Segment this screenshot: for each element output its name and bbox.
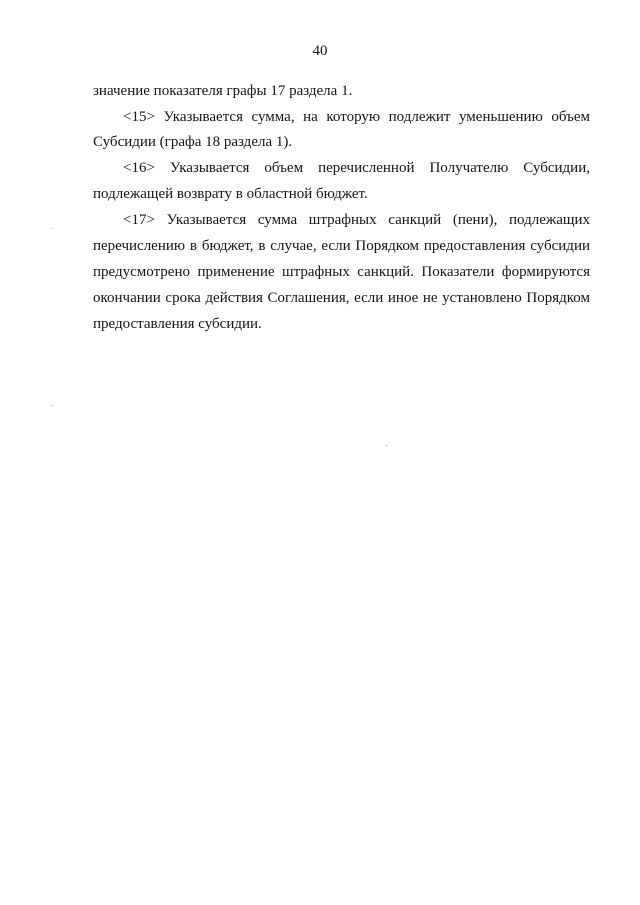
paragraph-14-continuation-line: значение показателя графы 17 раздела 1. [93,83,353,99]
scan-speck [52,228,53,229]
scan-speck [386,445,387,446]
footnote-16-line-1: <16> Указывается объем перечисленной Получателю Субсидии, [123,160,590,176]
page-number: 40 [312,43,328,59]
footnote-17-line-1: <17> Указывается сумма штрафных санкций (пени), подлежащих [123,212,590,228]
footnote-15-line-1: <15> Указывается сумма, на которую подлежит уменьшению объем [123,109,590,125]
footnote-17-line-4: окончании срока действия Соглашения, если иное не установлено Порядком [93,290,590,306]
footnote-17-line-2: перечислению в бюджет, в случае, если Порядком предоставления субсидии [93,238,590,254]
footnote-17-line-5: предоставления субсидии. [93,316,262,332]
footnote-17-line-3: предусмотрено применение штрафных санкций. Показатели формируются [93,264,590,280]
footnote-16-line-2: подлежащей возврату в областной бюджет. [93,186,368,202]
scan-speck [52,405,53,406]
footnote-15-line-2: Субсидии (графа 18 раздела 1). [93,134,293,150]
